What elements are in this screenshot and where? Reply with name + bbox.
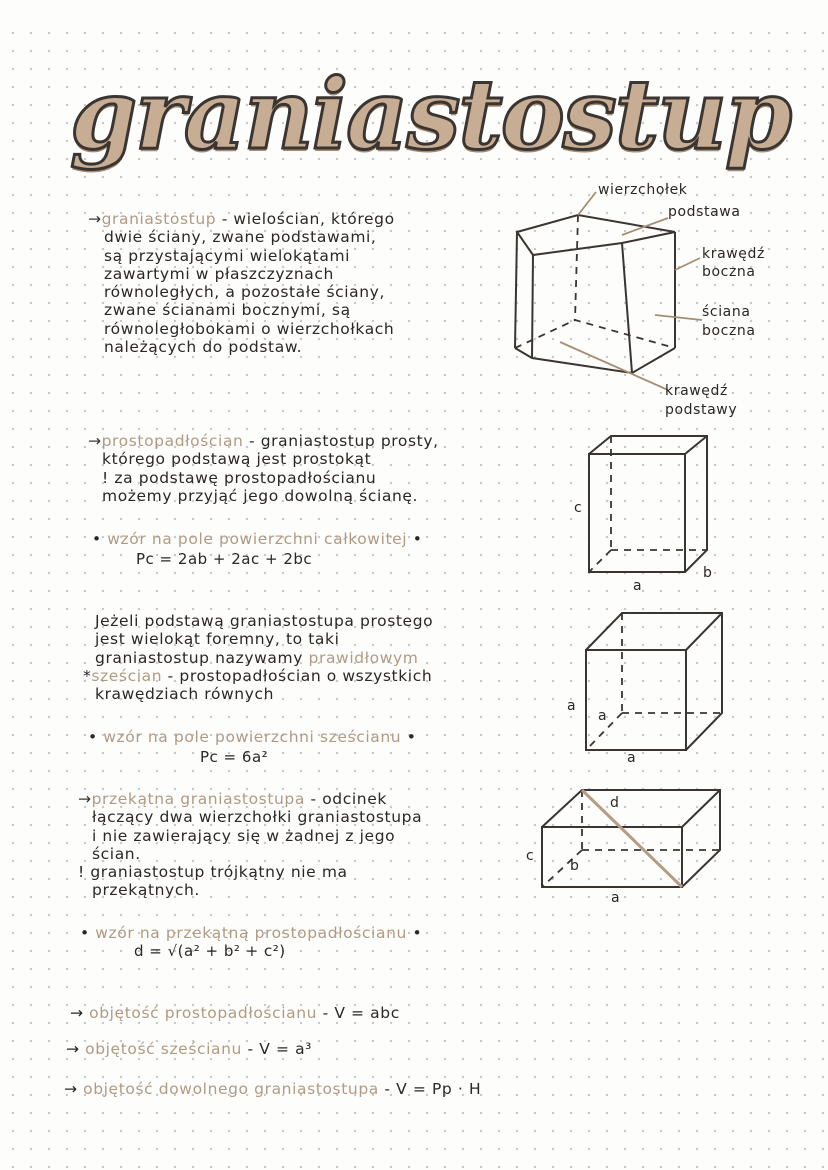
arrow-icon: → bbox=[78, 790, 92, 808]
cuboid-definition bbox=[88, 432, 558, 505]
bullet-icon: • bbox=[401, 728, 417, 746]
label-a-left: a bbox=[567, 698, 577, 714]
cuboid-term: prostopadłościan bbox=[101, 432, 244, 450]
label-vertex: wierzchołek bbox=[598, 182, 688, 198]
cuboid-line: możemy przyjąć jego dowolną ścianę. bbox=[102, 486, 419, 505]
prism-term: graniastostup bbox=[101, 210, 217, 228]
diagonal-term: przekątna graniastostupa bbox=[91, 790, 305, 808]
volume-cuboid: → objętość prostopadłościanu - V = abc bbox=[70, 1004, 400, 1022]
label-a: a bbox=[633, 578, 643, 594]
cuboid-line: którego podstawą jest prostokąt bbox=[102, 450, 372, 469]
label-base: podstawa bbox=[668, 204, 741, 220]
cube-surface-formula: Pc = 6a² bbox=[200, 748, 269, 766]
diagonal-formula: d = √(a² + b² + c²) bbox=[134, 942, 286, 960]
label-c: c bbox=[574, 500, 583, 516]
cuboid-formula-heading: • wzór na pole powierzchni całkowitej • bbox=[92, 530, 423, 548]
regular-prism-definition bbox=[83, 612, 535, 704]
label-c: c bbox=[526, 848, 535, 864]
prism-line: zawartymi w płaszczyznach bbox=[104, 264, 334, 283]
label-b: b bbox=[703, 565, 713, 581]
prism-definition bbox=[88, 210, 488, 356]
arrow-icon: → bbox=[70, 1004, 84, 1022]
volume-prism: → objętość dowolnego graniastostupa - V = Pp · H bbox=[64, 1080, 482, 1098]
cuboid-line: - graniastostup prosty, bbox=[243, 432, 439, 450]
label-a-bottom: a bbox=[627, 750, 637, 766]
cuboid-surface-formula: Pc = 2ab + 2ac + 2bc bbox=[136, 550, 313, 568]
prism-line: są przystającymi wielokątami bbox=[104, 246, 351, 265]
volume-cube: → objętość sześcianu - V = a³ bbox=[66, 1040, 312, 1058]
diagonal-line: - odcinek bbox=[304, 790, 387, 808]
arrow-icon: → bbox=[64, 1080, 78, 1098]
diagonal-note: przekątnych. bbox=[92, 881, 200, 900]
prism-line: równoległych, a pozostałe ściany, bbox=[104, 283, 385, 302]
label-base-edge: podstawy bbox=[665, 402, 738, 418]
cuboid-line: ! za podstawę prostopadłościanu bbox=[102, 468, 377, 487]
diagonal-line: ścian. bbox=[92, 844, 141, 863]
diagonal-line: i nie zawierający się w żadnej z jego bbox=[92, 826, 396, 845]
cuboid-diagram bbox=[585, 430, 715, 580]
diagonal-line: łączący dwa wierzchołki graniastostupa bbox=[92, 808, 423, 827]
bullet-icon: • bbox=[407, 530, 423, 548]
arrow-icon: → bbox=[88, 432, 102, 450]
label-base-edge: krawędź bbox=[665, 383, 728, 399]
bullet-icon: • bbox=[80, 924, 96, 942]
prism-line: zwane ścianami bocznymi, są bbox=[104, 301, 351, 320]
cube-line: krawędziach równych bbox=[95, 685, 275, 704]
regular-line: jest wielokąt foremny, to taki bbox=[95, 630, 340, 649]
page-top-margin bbox=[0, 0, 828, 30]
arrow-icon: → bbox=[88, 210, 102, 228]
diagonal-box-diagram bbox=[538, 785, 728, 895]
label-lateral-face: boczna bbox=[702, 323, 756, 339]
star-icon: * bbox=[83, 666, 92, 685]
pentagonal-prism-diagram bbox=[500, 180, 800, 430]
regular-line: graniastostup nazywamy bbox=[95, 648, 309, 667]
bullet-icon: • bbox=[406, 924, 423, 942]
prism-line: - wielościan, którego bbox=[216, 210, 395, 228]
prism-top-face bbox=[517, 215, 675, 255]
label-b: b bbox=[570, 858, 580, 874]
regular-term: prawidłowym bbox=[308, 648, 419, 667]
label-a-inner: a bbox=[598, 708, 608, 724]
label-lateral-edge: boczna bbox=[702, 264, 756, 280]
prism-line: równoległobokami o wierzchołkach bbox=[104, 319, 395, 338]
diagonal-note: ! graniastostup trójkątny nie ma bbox=[78, 863, 348, 882]
cube-formula-heading: • wzór na pole powierzchni sześcianu • bbox=[88, 728, 417, 746]
label-d: d bbox=[610, 795, 620, 811]
bullet-icon: • bbox=[92, 530, 108, 548]
prism-line: należących do podstaw. bbox=[104, 338, 303, 357]
prism-line: dwie ściany, zwane podstawami, bbox=[104, 228, 377, 247]
bullet-icon: • bbox=[88, 728, 104, 746]
cube-diagram bbox=[580, 608, 730, 758]
page-title: graniastostup bbox=[70, 58, 791, 171]
label-a: a bbox=[611, 890, 621, 906]
cube-term: sześcian bbox=[91, 666, 163, 685]
diagonal-definition bbox=[78, 790, 528, 900]
label-lateral-face: ściana bbox=[702, 304, 751, 320]
cube-line: - prostopadłościan o wszystkich bbox=[162, 666, 433, 685]
arrow-icon: → bbox=[66, 1040, 80, 1058]
regular-line: Jeżeli podstawą graniastostupa prostego bbox=[95, 612, 434, 630]
diagonal-formula-heading: • wzór na przekątną prostopadłościanu • bbox=[80, 924, 423, 942]
label-lateral-edge: krawędź bbox=[702, 246, 765, 262]
